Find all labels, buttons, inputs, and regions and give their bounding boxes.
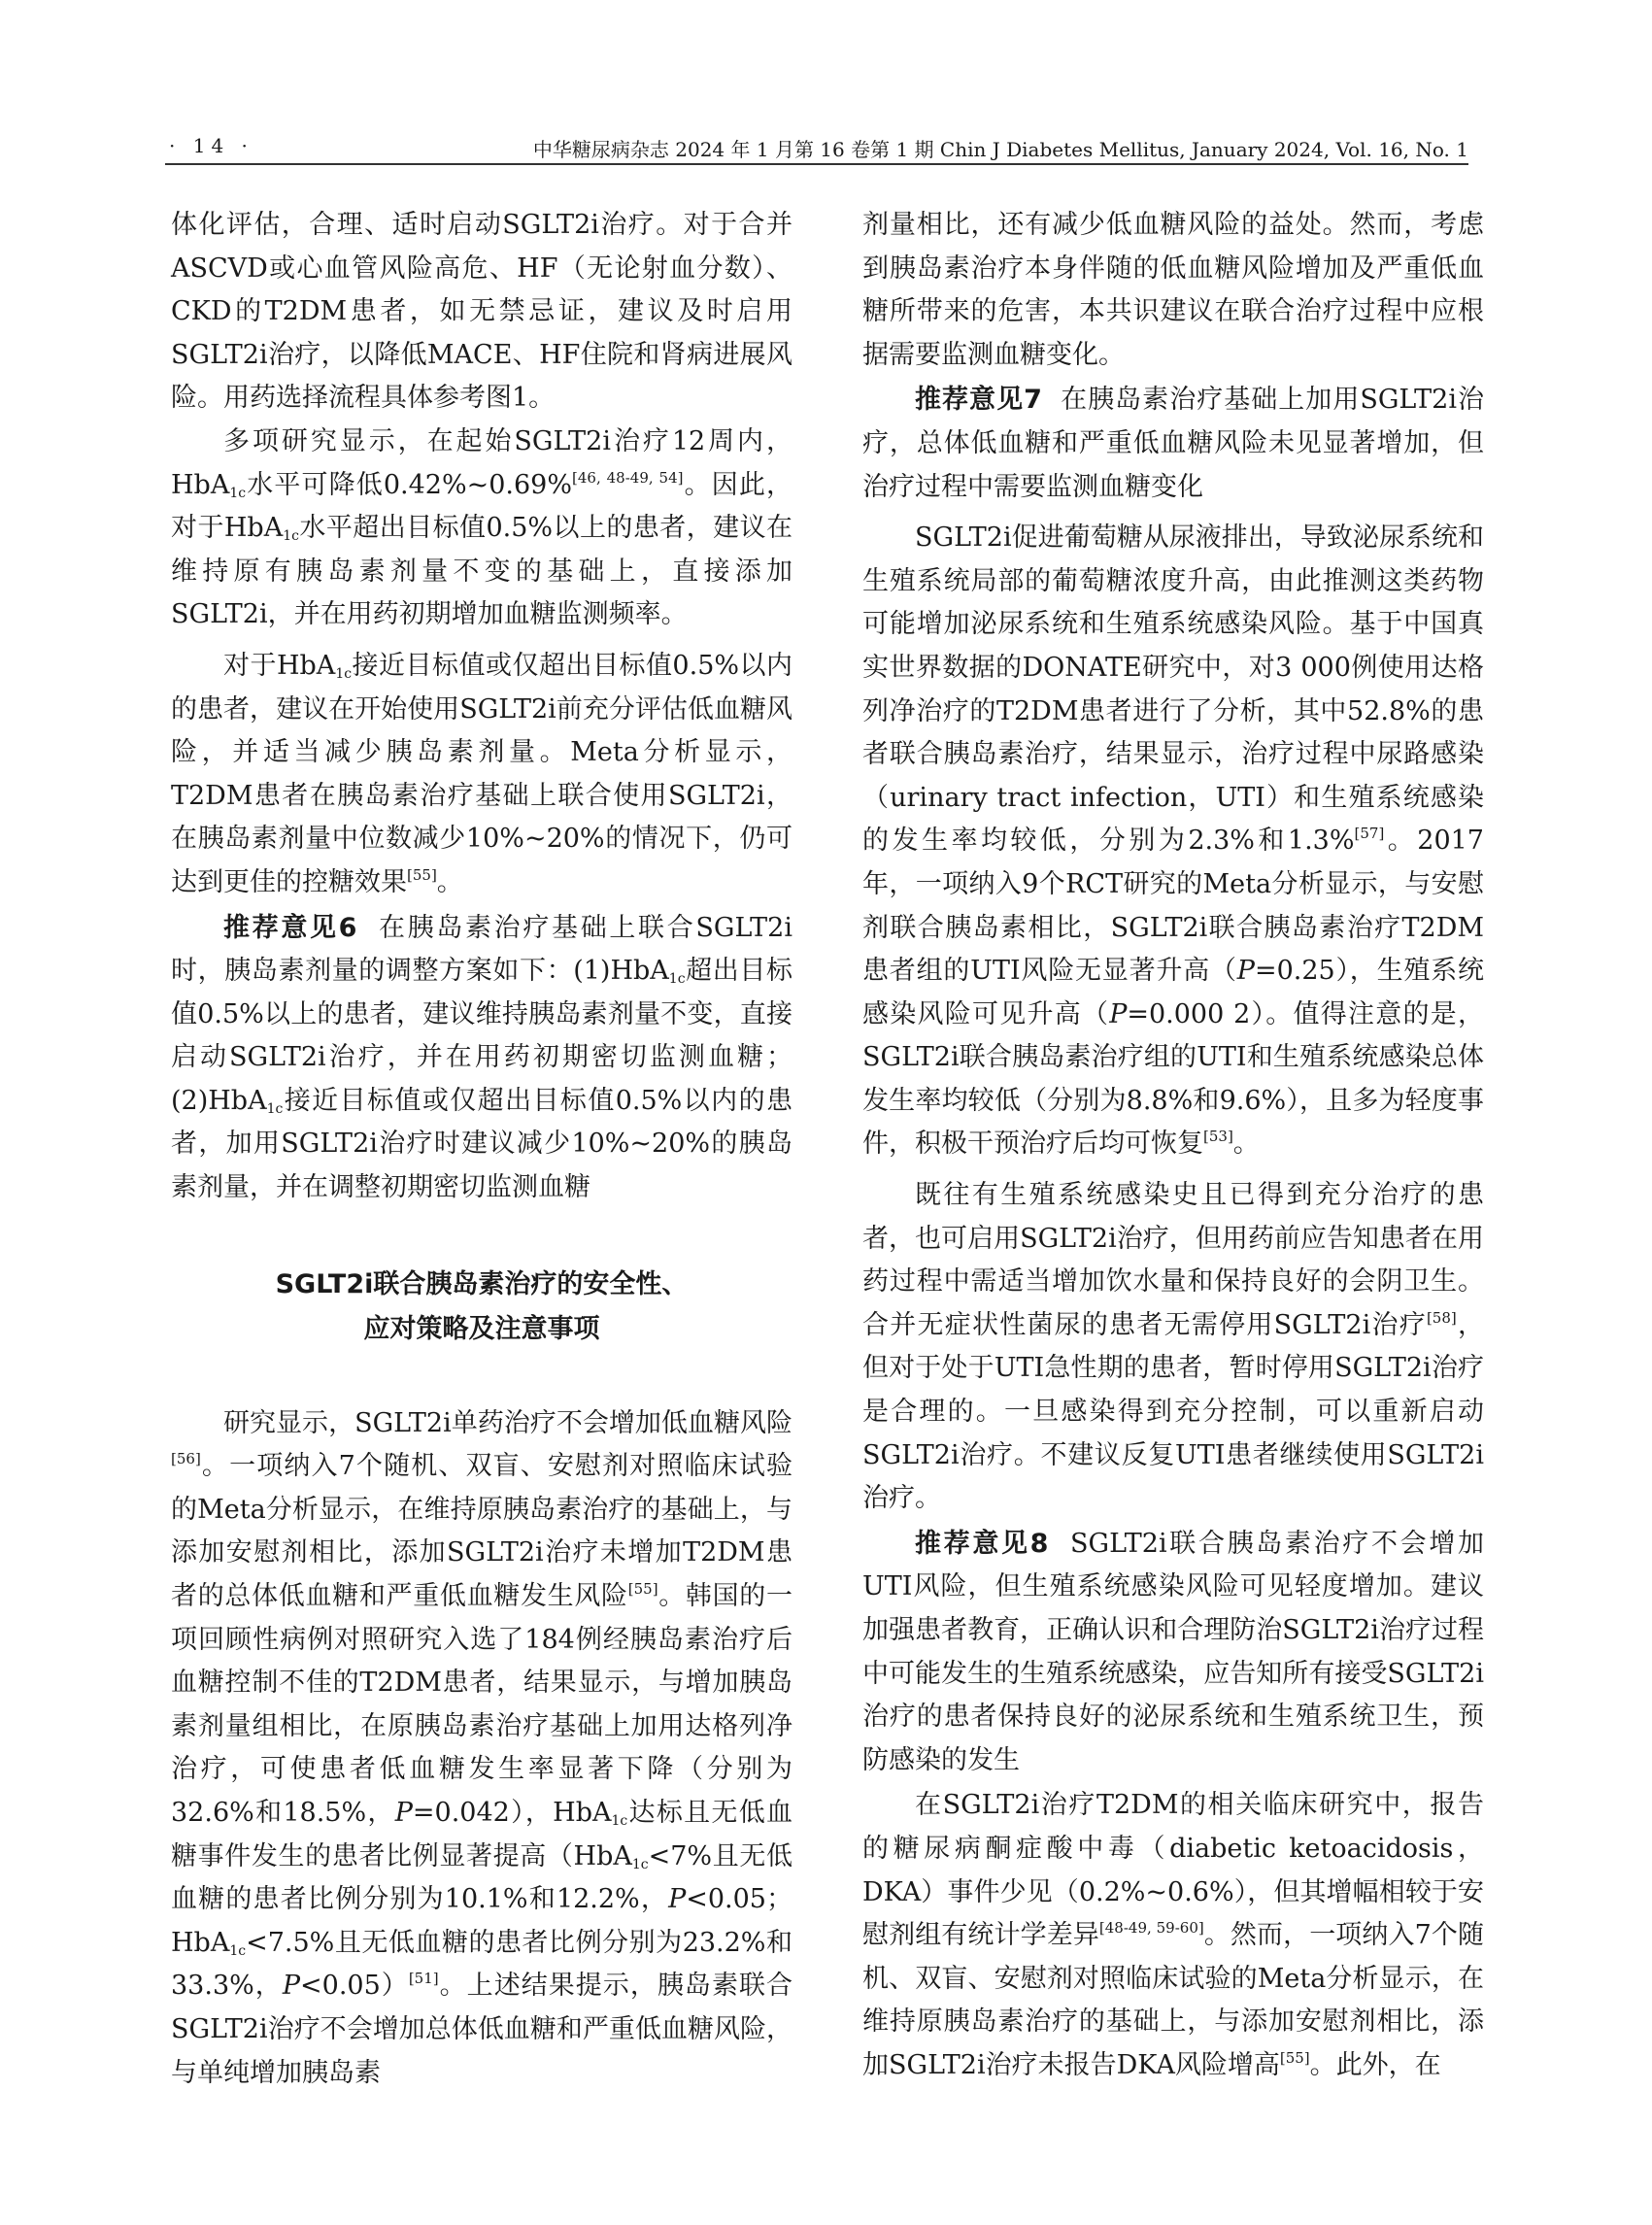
right-column: [862, 204, 1484, 2088]
citation-ref: [53]: [1203, 1128, 1233, 1146]
recommendation-6: 推荐意见6 在胰岛素治疗基础上联合SGLT2i时，胰岛素剂量的调整方案如下：(1)HbA$_{1c}$超出目标值0.5%以上的患者，建议维持胰岛素剂量不变，直接启动SGLT2i治疗，并在用药初期密切监测血糖；(2)HbA$_{1c}$接近目标值或仅超出目标值0.5%以内的患者，加用SGLT2i治疗时建议减少10%~20%的胰岛素剂量，并在调整初期密切监测血糖: [171, 912, 793, 1203]
paragraph: SGLT2i促进葡萄糖从尿液排出，导致泌尿系统和生殖系统局部的葡萄糖浓度升高，由此推测这类药物可能增加泌尿系统和生殖系统感染风险。基于中国真实世界数据的DONATE研究中，对3 000例使用达格列净治疗的T2DM患者进行了分析，其中52.8%的患者联合胰岛素治疗，结果显示，治疗过程中尿路感染（urinary tract infection，UTI）和生殖系统感染的发生率均较低，分别为2.3%和1.3%[57]。2017年，一项纳入9个RCT研究的Meta分析显示，与安慰剂联合胰岛素相比，SGLT2i联合胰岛素治疗T2DM患者组的UTI风险无显著升高（P=0.25），生殖系统感染风险可见升高（P=0.000 2）。值得注意的是，SGLT2i联合胰岛素治疗组的UTI和生殖系统感染总体发生率均较低（分别为8.8%和9.6%），且多为轻度事件，积极干预治疗后均可恢复[53]。: [862, 523, 1484, 1160]
paragraph: 在SGLT2i治疗T2DM的相关临床研究中，报告的糖尿病酮症酸中毒（diabetic ketoacidosis，DKA）事件少见（0.2%~0.6%），但其增幅相较于安慰剂组有统计学差异[48-49, 59-60]。然而，一项纳入7个随机、双盲、安慰剂对照临床试验的Meta分析显示，在维持原胰岛素治疗的基础上，与添加安慰剂相比，添加SGLT2i治疗未报告DKA风险增高[55]。此外，在: [862, 1790, 1484, 2080]
citation-ref: [56]: [171, 1450, 201, 1468]
running-header: [165, 124, 1468, 165]
paragraph: 多项研究显示，在起始SGLT2i治疗12周内，HbA$_{1c}$水平可降低0.42%~0.69%[46, 48-49, 54]。因此，对于HbA$_{1c}$水平超出目标值0.5%以上的患者，建议在维持原有胰岛素剂量不变的基础上，直接添加SGLT2i，并在用药初期增加血糖监测频率。: [171, 425, 793, 630]
paragraph: 体化评估，合理、适时启动SGLT2i治疗。对于合并ASCVD或心血管风险高危、HF（无论射血分数）、CKD的T2DM患者，如无禁忌证，建议及时启用SGLT2i治疗，以降低MACE、HF住院和肾病进展风险。用药选择流程具体参考图1。: [171, 210, 792, 414]
paragraph: 既往有生殖系统感染史且已得到充分治疗的患者，也可启用SGLT2i治疗，但用药前应告知患者在用药过程中需适当增加饮水量和保持良好的会阴卫生。合并无症状性菌尿的患者无需停用SGLT2i治疗[58]，但对于处于UTI急性期的患者，暂时停用SGLT2i治疗是合理的。一旦感染得到充分控制，可以重新启动SGLT2i治疗。不建议反复UTI患者继续使用SGLT2i治疗。: [862, 1180, 1484, 1514]
citation-ref: [57]: [1354, 825, 1385, 843]
paragraph: 剂量相比，还有减少低血糖风险的益处。然而，考虑到胰岛素治疗本身伴随的低血糖风险增加及严重低血糖所带来的危害，本共识建议在联合治疗过程中应根据需要监测血糖变化。: [862, 210, 1484, 370]
citation-ref: [48-49, 59-60]: [1098, 1919, 1204, 1938]
recommendation-label: 推荐意见8: [915, 1528, 1049, 1559]
citation-ref: [55]: [627, 1580, 658, 1599]
recommendation-label: 推荐意见6: [223, 912, 357, 943]
citation-ref: [58]: [1426, 1308, 1457, 1327]
citation-ref: [55]: [1279, 2048, 1310, 2067]
recommendation-8: 推荐意见8 SGLT2i联合胰岛素治疗不会增加UTI风险，但生殖系统感染风险可见轻度增加。建议加强患者教育，正确认识和合理防治SGLT2i治疗过程中可能发生的生殖系统感染，应告知所有接受SGLT2i治疗的患者保持良好的泌尿系统和生殖系统卫生，预防感染的发生: [862, 1528, 1484, 1775]
section-heading: SGLT2i联合胰岛素治疗的安全性、 应对策略及注意事项: [275, 1268, 689, 1344]
recommendation-7: 推荐意见7 在胰岛素治疗基础上加用SGLT2i治疗，总体低血糖和严重低血糖风险未见显著增加，但治疗过程中需要监测血糖变化: [862, 385, 1484, 502]
page-number: · 14 ·: [169, 134, 253, 157]
paragraph: 对于HbA$_{1c}$接近目标值或仅超出目标值0.5%以内的患者，建议在开始使用SGLT2i前充分评估低血糖风险，并适当减少胰岛素剂量。Meta分析显示，T2DM患者在胰岛素治疗基础上联合使用SGLT2i，在胰岛素剂量中位数减少10%~20%的情况下，仍可达到更佳的控糖效果[55]。: [171, 650, 793, 897]
recommendation-label: 推荐意见7: [915, 385, 1042, 416]
left-column: [171, 204, 792, 2095]
citation-ref: [55]: [407, 865, 437, 884]
citation-ref: [46, 48-49, 54]: [572, 468, 684, 487]
citation-ref: [51]: [408, 1970, 439, 1988]
journal-citation: 中华糖尿病杂志 2024 年 1 月第 16 卷第 1 期 Chin J Diabetes Mellitus, January 2024, Vol. 16, No. 1: [532, 138, 1468, 161]
paragraph: 研究显示，SGLT2i单药治疗不会增加低血糖风险[56]。一项纳入7个随机、双盲、安慰剂对照临床试验的Meta分析显示，在维持原胰岛素治疗的基础上，与添加安慰剂相比，添加SGLT2i治疗未增加T2DM患者的总体低血糖和严重低血糖发生风险[55]。韩国的一项回顾性病例对照研究入选了184例经胰岛素治疗后血糖控制不佳的T2DM患者，结果显示，与增加胰岛素剂量组相比，在原胰岛素治疗基础上加用达格列净治疗，可使患者低血糖发生率显著下降（分别为32.6%和18.5%，P=0.042），HbA$_{1c}$达标且无低血糖事件发生的患者比例显著提高（HbA$_{1c}$<7%且无低血糖的患者比例分别为10.1%和12.2%，P<0.05；HbA$_{1c}$<7.5%且无低血糖的患者比例分别为23.2%和33.3%，P<0.05）[51]。上述结果提示，胰岛素联合SGLT2i治疗不会增加总体低血糖和严重低血糖风险，与单纯增加胰岛素: [171, 1407, 793, 2088]
